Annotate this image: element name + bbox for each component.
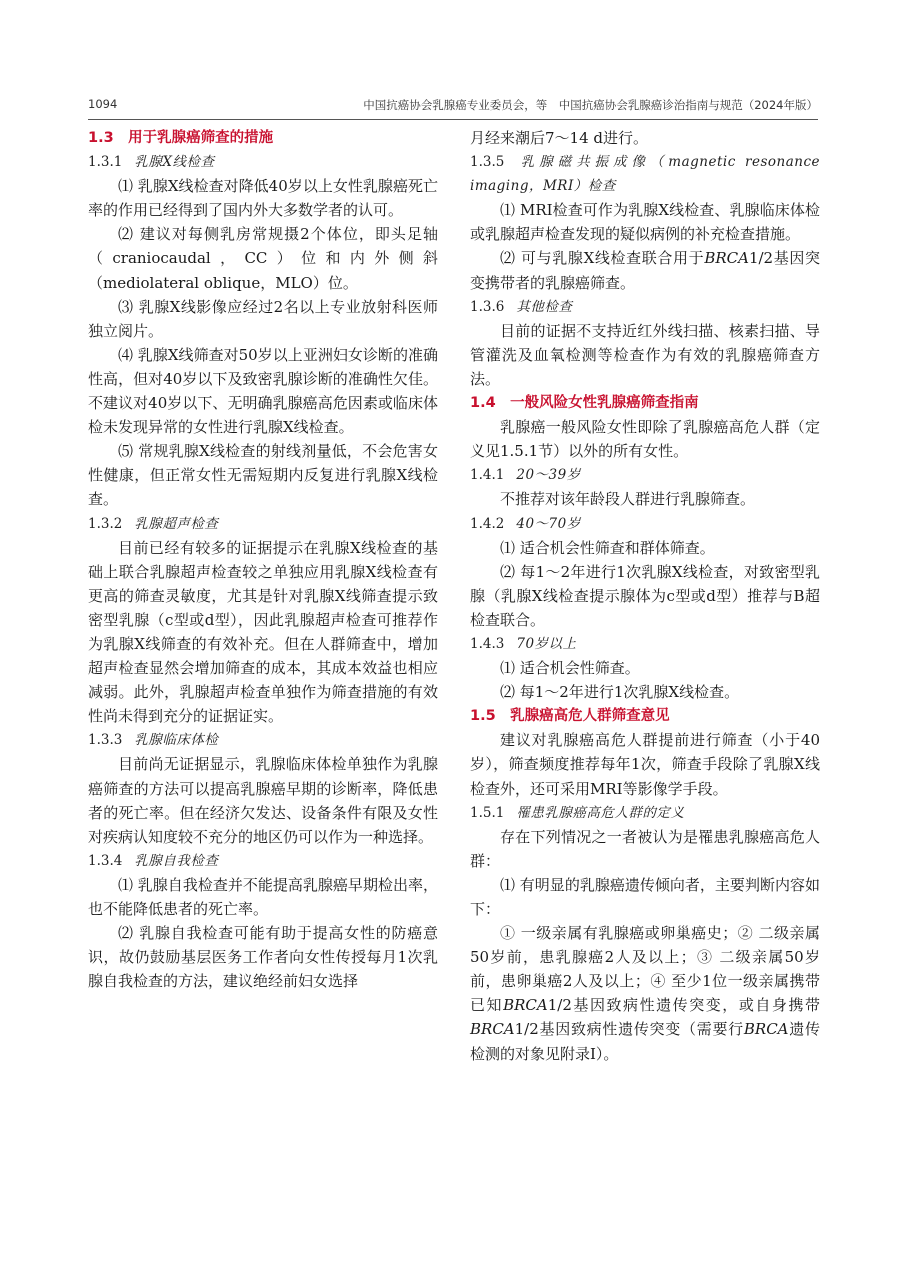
text-run: 1/2基因突变携带者的乳腺癌筛查。 bbox=[470, 249, 820, 292]
header-rule bbox=[88, 119, 818, 120]
paragraph: 存在下列情况之一者被认为是罹患乳腺癌高危人群： bbox=[470, 827, 820, 870]
gene-name: BRCA bbox=[503, 996, 548, 1015]
subsection-heading-1-3-1 bbox=[88, 150, 438, 174]
subsection-title: 70岁以上 bbox=[516, 635, 577, 652]
paragraph: 乳腺癌一般风险女性即除了乳腺癌高危人群（定义见1.5.1节）以外的所有女性。 bbox=[470, 418, 820, 461]
paragraph: ⑵ 建议对每侧乳房常规摄2个体位，即头足轴（craniocaudal，CC）位和内外侧斜（mediolateral oblique，MLO）位。 bbox=[88, 225, 438, 292]
subsection-number: 1.3.5 bbox=[470, 154, 505, 171]
paragraph: ⑸ 常规乳腺X线检查的射线剂量低，不会危害女性健康，但正常女性无需短期内反复进行乳腺X线检查。 bbox=[88, 442, 438, 509]
subsection-number: 1.3.1 bbox=[88, 154, 123, 171]
subsection-title: 乳腺磁共振成像（magnetic resonance imaging，MRI）检查 bbox=[470, 154, 820, 195]
paragraph bbox=[470, 921, 820, 1066]
subsection-number: 1.3.3 bbox=[88, 732, 123, 749]
paragraph: ⑷ 乳腺X线筛查对50岁以上亚洲妇女诊断的准确性高，但对40岁以下及致密乳腺诊断的准确性欠佳。不建议对40岁以下、无明确乳腺癌高危因素或临床体检未发现异常的女性进行乳腺X线检查。 bbox=[88, 345, 438, 437]
subsection-number: 1.4.1 bbox=[470, 467, 505, 484]
subsection-number: 1.4.2 bbox=[470, 515, 505, 532]
running-head bbox=[88, 97, 818, 115]
section-heading-1-5: 1.5 乳腺癌高危人群筛查意见 bbox=[470, 708, 670, 725]
subsection-number: 1.4.3 bbox=[470, 635, 505, 652]
subsection-title: 乳腺自我检查 bbox=[134, 852, 219, 869]
text-run: 1/2基因致病性遗传突变，或自身携带 bbox=[547, 996, 820, 1015]
section-heading-1-3: 1.3 用于乳腺癌筛查的措施 bbox=[88, 130, 274, 146]
paragraph bbox=[470, 246, 820, 294]
paragraph: 目前已经有较多的证据提示在乳腺X线检查的基础上联合乳腺超声检查较之单独应用乳腺X线检查有更高的筛查灵敏度，尤其是针对乳腺X线筛查提示致密型乳腺（c型或d型），因此乳腺超声检查可推荐作为乳腺X线筛查的有效补充。但在人群筛查中，增加超声检查显然会增加筛查的成本，其成本效益也相应减弱。此外，乳腺超声检查单独作为筛查措施的有效性尚未得到充分的证据证实。 bbox=[88, 538, 438, 726]
subsection-heading-1-4-3 bbox=[470, 632, 820, 656]
text-run: ⑵ 可与乳腺X线检查联合用于 bbox=[500, 249, 705, 268]
paragraph: ⑵ 每1～2年进行1次乳腺X线检查。 bbox=[500, 683, 740, 702]
paragraph: ⑴ 有明显的乳腺癌遗传倾向者，主要判断内容如下： bbox=[470, 875, 820, 918]
subsection-heading-1-5-1 bbox=[470, 801, 820, 825]
paragraph: 月经来潮后7～14 d进行。 bbox=[470, 129, 649, 147]
paragraph: ⑴ 乳腺自我检查并不能提高乳腺癌早期检出率，也不能降低患者的死亡率。 bbox=[88, 875, 438, 918]
paragraph: ⑴ MRI检查可作为乳腺X线检查、乳腺临床体检或乳腺超声检查发现的疑似病例的补充检查措施。 bbox=[470, 201, 820, 244]
left-column bbox=[88, 126, 438, 993]
text-run: ① 一级亲属有乳腺癌或卵巢癌史；② 二级亲属50岁前，患乳腺癌2人及以上；③ 二级亲属50岁前，患卵巢癌2人及以上；④ 至少1位一级亲属携带已知 bbox=[470, 924, 820, 1015]
subsection-number: 1.3.2 bbox=[88, 515, 123, 532]
subsection-heading-1-4-2 bbox=[470, 512, 820, 536]
journal-title: 中国抗癌协会乳腺癌专业委员会，等 中国抗癌协会乳腺癌诊治指南与规范（2024年版） bbox=[363, 98, 818, 112]
subsection-heading-1-3-5 bbox=[470, 150, 820, 198]
paragraph: ⑶ 乳腺X线影像应经过2名以上专业放射科医师独立阅片。 bbox=[88, 297, 438, 340]
subsection-heading-1-3-2 bbox=[88, 512, 438, 536]
subsection-number: 1.3.6 bbox=[470, 298, 505, 315]
subsection-title: 乳腺X线检查 bbox=[134, 154, 215, 171]
subsection-title: 40～70岁 bbox=[516, 515, 581, 532]
gene-name: BRCA bbox=[743, 1020, 789, 1039]
subsection-title: 罹患乳腺癌高危人群的定义 bbox=[516, 804, 685, 821]
subsection-heading-1-3-3 bbox=[88, 728, 438, 752]
paragraph: ⑵ 每1～2年进行1次乳腺X线检查，对致密型乳腺（乳腺X线检查提示腺体为c型或d型）推荐与B超检查联合。 bbox=[470, 562, 820, 629]
paragraph: ⑵ 乳腺自我检查可能有助于提高女性的防癌意识，故仍鼓励基层医务工作者向女性传授每月1次乳腺自我检查的方法，建议绝经前妇女选择 bbox=[88, 924, 438, 991]
gene-name: BRCA bbox=[470, 1020, 515, 1039]
subsection-title: 其他检查 bbox=[516, 298, 573, 315]
subsection-number: 1.5.1 bbox=[470, 804, 505, 821]
paragraph: 建议对乳腺癌高危人群提前进行筛查（小于40岁），筛查频度推荐每年1次，筛查手段除了乳腺X线检查外，还可采用MRI等影像学手段。 bbox=[470, 731, 820, 798]
section-heading-1-4: 1.4 一般风险女性乳腺癌筛查指南 bbox=[470, 395, 699, 412]
subsection-title: 乳腺超声检查 bbox=[134, 515, 219, 532]
paragraph: 不推荐对该年龄段人群进行乳腺筛查。 bbox=[500, 490, 756, 509]
right-column bbox=[470, 126, 820, 1066]
paragraph: 目前尚无证据显示，乳腺临床体检单独作为乳腺癌筛查的方法可以提高乳腺癌早期的诊断率，降低患者的死亡率。但在经济欠发达、设备条件有限及女性对疾病认知度较不充分的地区仍可以作为一种选择。 bbox=[88, 755, 438, 846]
subsection-heading-1-3-4 bbox=[88, 849, 438, 873]
subsection-number: 1.3.4 bbox=[88, 852, 123, 869]
subsection-title: 20～39岁 bbox=[516, 467, 581, 484]
paragraph: ⑴ 适合机会性筛查和群体筛查。 bbox=[500, 538, 715, 557]
text-run: 1/2基因致病性遗传突变（需要行 bbox=[514, 1020, 744, 1039]
paragraph: 目前的证据不支持近红外线扫描、核素扫描、导管灌洗及血氧检测等检查作为有效的乳腺癌筛查方法。 bbox=[470, 321, 820, 388]
subsection-heading-1-3-6 bbox=[470, 295, 820, 319]
subsection-title: 乳腺临床体检 bbox=[134, 732, 219, 749]
gene-name: BRCA bbox=[704, 249, 749, 268]
subsection-heading-1-4-1 bbox=[470, 463, 820, 487]
paragraph: ⑴ 乳腺X线检查对降低40岁以上女性乳腺癌死亡率的作用已经得到了国内外大多数学者的认可。 bbox=[88, 177, 438, 220]
text-run: 遗传检测的对象见附录Ⅰ）。 bbox=[470, 1020, 820, 1063]
paragraph: ⑴ 适合机会性筛查。 bbox=[500, 659, 640, 678]
page-number: 1094 bbox=[88, 97, 118, 111]
